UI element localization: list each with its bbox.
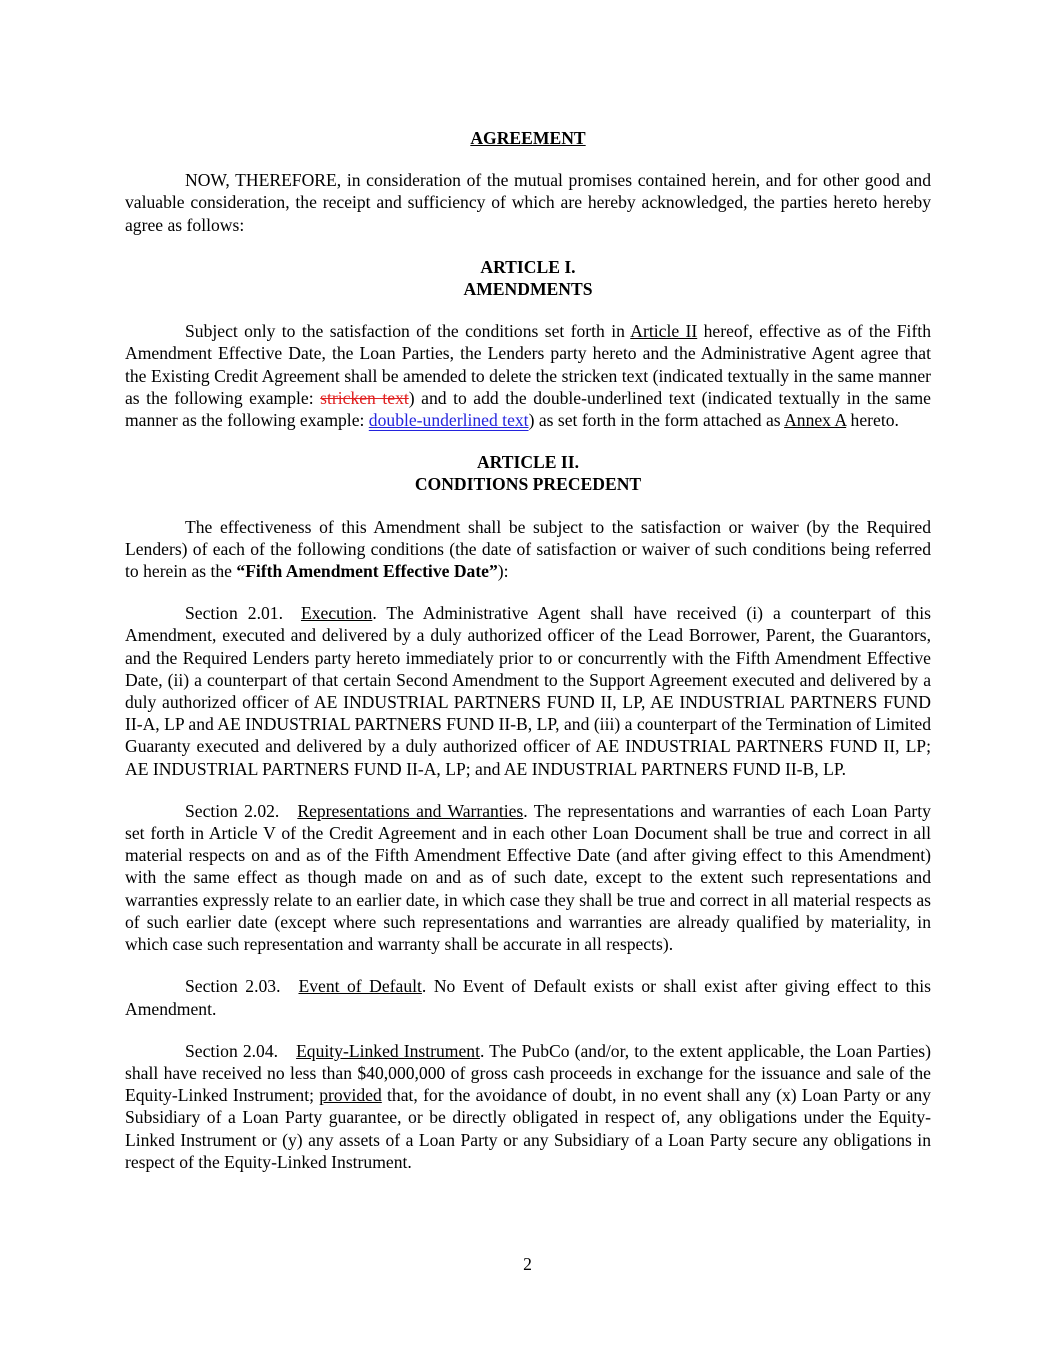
- text-run: . The PubCo (and/or, to the extent applicable, the Loan Parties) shall have received no less than $40,000,000 of gross cash proceeds in exchange for the issuance and sale of the Equity-Linked Instrument;: [125, 1040, 932, 1106]
- article-2-subheading: [125, 473, 931, 495]
- document-content: [125, 127, 931, 1193]
- section-2-02-paragraph: [125, 800, 931, 955]
- text-run: hereto.: [846, 410, 899, 431]
- article-1-title: AMENDMENTS: [463, 279, 593, 300]
- article-2-title: CONDITIONS PRECEDENT: [414, 474, 642, 495]
- article-1-number: ARTICLE I.: [480, 256, 576, 277]
- agreement-title-text: AGREEMENT: [470, 128, 586, 148]
- article-1-subheading: [125, 278, 931, 300]
- text-run: . The representations and warranties of each Loan Party set forth in Article V of the Credit Agreement and in each other Loan Document shall be true and correct in all material respects on and as of the Fifth Amendment Effective Date (and after giving effect to this Amendment) with the same effect as though made on and as of such date, except to the extent such representations and warranties expressly relate to an earlier date, in which case they shall be true and correct in all material respects as of such earlier date (except where such representations and warranties are already qualified by materiality, in which case such representation and warranty shall be accurate in all respects).: [125, 800, 931, 955]
- text-run: Subject only to the satisfaction of the conditions set forth in: [185, 321, 631, 342]
- article-2-heading: [125, 451, 931, 473]
- section-2-04-heading: Equity-Linked Instrument: [296, 1040, 480, 1061]
- text-run: NOW, THEREFORE, in consideration of the mutual promises contained herein, and for other good and valuable consideration, the receipt and sufficiency of which are hereby acknowledged, the parties hereto hereby agree as follows:: [125, 170, 931, 235]
- article-ii-reference: Article II: [630, 321, 698, 342]
- section-2-02-heading: Representations and Warranties: [297, 800, 524, 821]
- text-run: . The Administrative Agent shall have received (i) a counterpart of this Amendment, executed and delivered by a duly authorized officer of the Lead Borrower, Parent, the Guarantors, and the Required Lenders party hereto immediately prior to or concurrently with the Fifth Amendment Effective Date, (ii) a counterpart of that certain Second Amendment to the Support Agreement executed and delivered by a duly authorized officer of AE INDUSTRIAL PARTNERS FUND II, LP, AE INDUSTRIAL PARTNERS FUND II-A, LP and AE INDUSTRIAL PARTNERS FUND II-B, LP, and (iii) a counterpart of the Termination of Limited Guaranty executed and delivered by a duly authorized officer of AE INDUSTRIAL PARTNERS FUND II, LP; AE INDUSTRIAL PARTNERS FUND II-A, LP; and AE INDUSTRIAL PARTNERS FUND II-B, LP.: [125, 603, 932, 779]
- text-run: ):: [497, 561, 509, 582]
- stricken-text-example: stricken text: [320, 387, 409, 408]
- article-1-heading: [125, 256, 931, 278]
- article-2-intro-paragraph: [125, 516, 931, 583]
- agreement-title: [125, 127, 931, 149]
- double-underlined-text-example: double-underlined text: [368, 410, 529, 431]
- section-2-03-number: Section 2.03.: [185, 976, 281, 997]
- text-run: ) and to add the double-underlined text (indicated textually in the same manner as the following example:: [125, 387, 931, 431]
- article-1-paragraph: [125, 320, 931, 431]
- section-2-03-heading: Event of Default: [298, 976, 422, 997]
- section-2-03-paragraph: [125, 975, 931, 1019]
- section-2-04-number: Section 2.04.: [185, 1040, 279, 1061]
- page-number: 2: [523, 1254, 532, 1274]
- text-run: that, for the avoidance of doubt, in no event shall any (x) Loan Party or any Subsidiary of a Loan Party guarantee, or be directly obligated in respect of, any obligations under the Equity-Linked Instrument or (y) any assets of a Loan Party or any Subsidiary of a Loan Party secure any obligations in respect of the Equity-Linked Instrument.: [125, 1085, 931, 1172]
- annex-a-reference: Annex A: [784, 410, 847, 431]
- text-run: . No Event of Default exists or shall exist after giving effect to this Amendment.: [125, 976, 931, 1019]
- proviso-term: provided: [319, 1085, 382, 1106]
- text-run: hereof, effective as of the Fifth Amendment Effective Date, the Loan Parties, the Lenders party hereto and the Administrative Agent agree that the Existing Credit Agreement shall be amended to delete the stricken text (indicated textually in the same manner as the following example:: [125, 321, 931, 408]
- section-2-01-number: Section 2.01.: [185, 603, 283, 624]
- section-2-04-paragraph: [125, 1040, 931, 1173]
- defined-term-fifth-amendment-effective-date: “Fifth Amendment Effective Date”: [236, 561, 498, 582]
- section-2-01-heading: Execution: [300, 603, 373, 624]
- article-2-number: ARTICLE II.: [476, 452, 580, 473]
- recitals-paragraph: [125, 169, 931, 236]
- section-2-02-number: Section 2.02.: [185, 800, 280, 821]
- text-run: ) as set forth in the form attached as: [528, 410, 785, 431]
- section-2-01-paragraph: [125, 602, 931, 780]
- text-run: The effectiveness of this Amendment shall be subject to the satisfaction or waiver (by the Required Lenders) of each of the following conditions (the date of satisfaction or waiver of such conditions being referred to herein as the: [125, 516, 931, 582]
